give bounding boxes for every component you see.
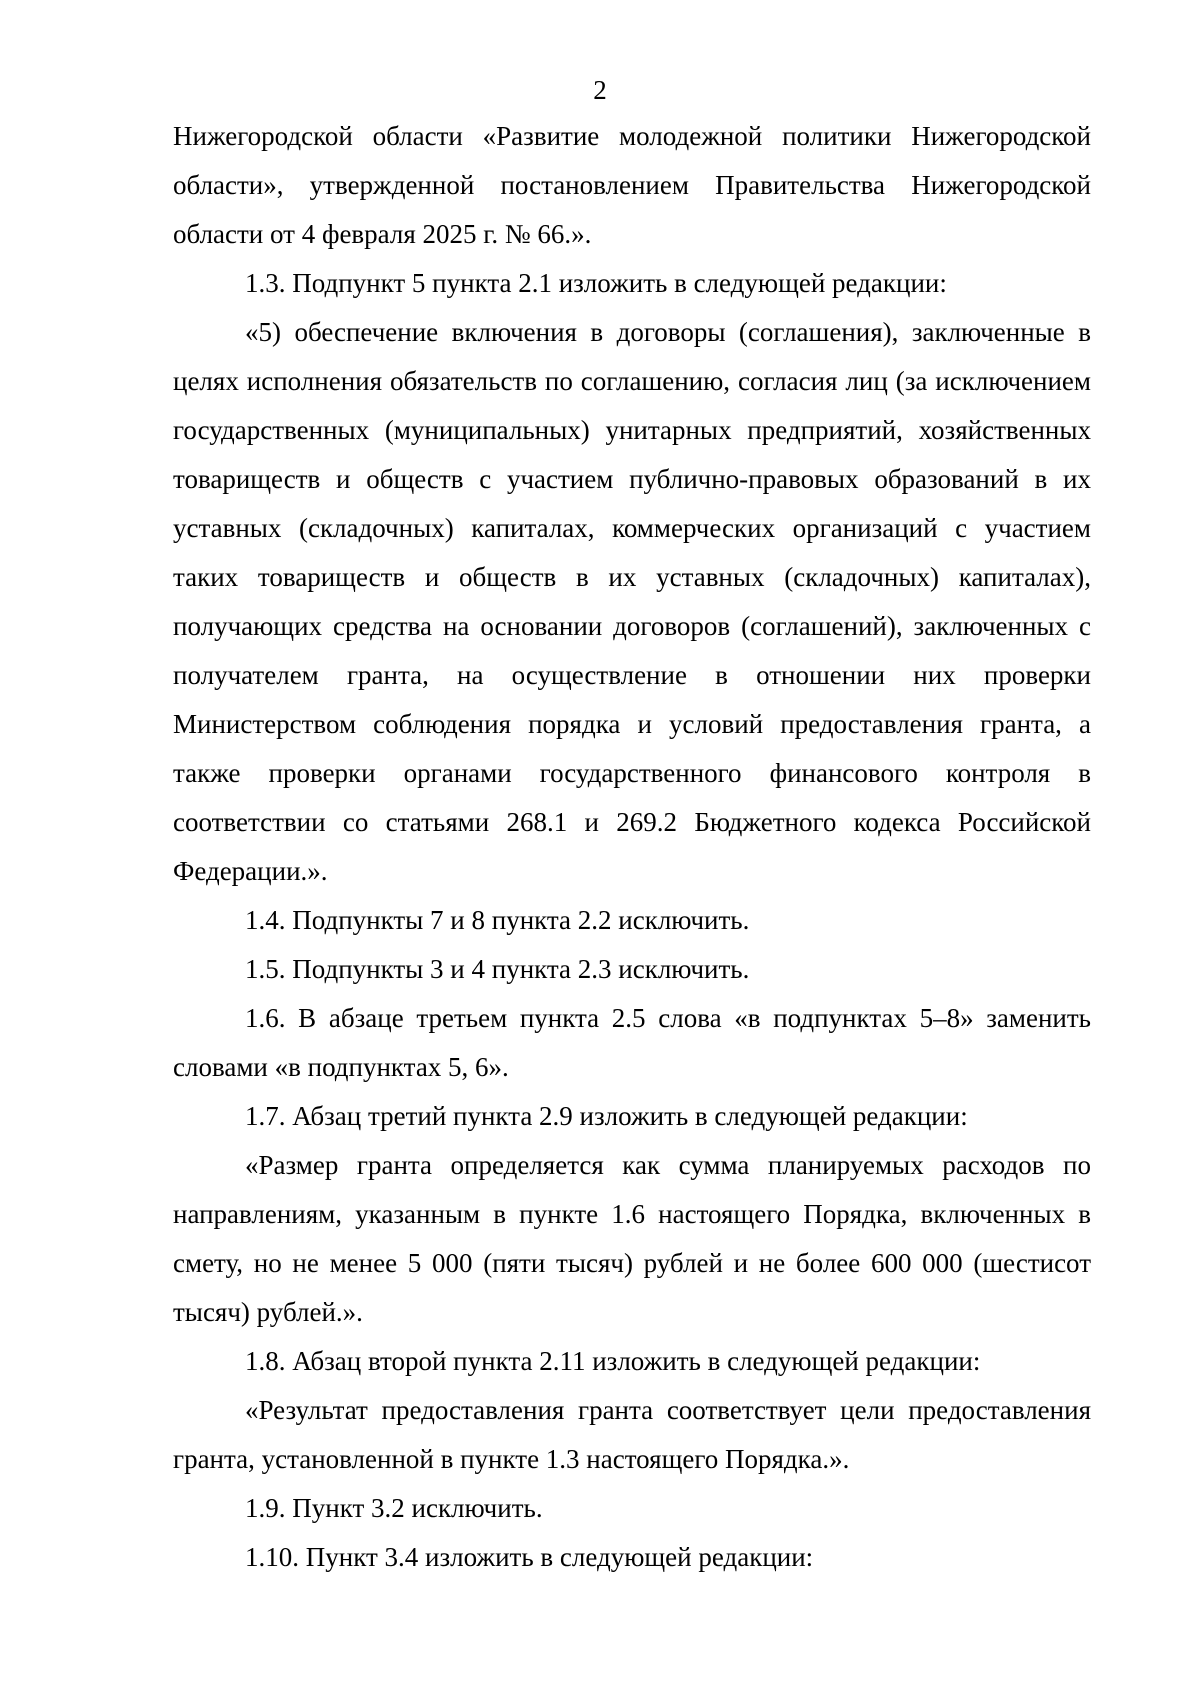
paragraph-1-8: 1.8. Абзац второй пункта 2.11 изложить в следующей редакции: [245,1346,981,1376]
paragraph-subpoint-5-text: «5) обеспечение включения в договоры (соглашения), заключенные в целях исполнения обязательств по соглашению, согласия лиц (за исключением государственных (муниципальных) унитарных предприятий, хозяйственных товариществ и обществ с участием публично-правовых образований в их уставных (складочных) капиталах, коммерческих организаций с участием таких товариществ и обществ в их уставных (складочных) капиталах), получающих средства на основании договоров (соглашений), заключенных с получателем гранта, на осуществление в отношении них проверки Министерством соблюдения порядка и условий предоставления гранта, а также проверки органами государственного финансового контроля в соответствии со статьями 268.1 и 269.2 Бюджетного кодекса Российской Федерации.». [173,317,1091,886]
page-number: 2 [593,75,607,105]
paragraph-1-10: 1.10. Пункт 3.4 изложить в следующей редакции: [245,1542,814,1572]
paragraph-continuation: Нижегородской области «Развитие молодежной политики Нижегородской области», утвержденной постановлением Правительства Нижегородской области от 4 февраля 2025 г. № 66.». [173,121,1091,249]
paragraph-1-4: 1.4. Подпункты 7 и 8 пункта 2.2 исключить. [245,905,750,935]
paragraph-grant-result-text: «Результат предоставления гранта соответствует цели предоставления гранта, установленной в пункте 1.3 настоящего Порядка.». [173,1395,1091,1474]
paragraph-1-6: 1.6. В абзаце третьем пункта 2.5 слова «в подпунктах 5–8» заменить словами «в подпунктах 5, 6». [173,1003,1091,1082]
paragraph-grant-size-text: «Размер гранта определяется как сумма планируемых расходов по направлениям, указанным в пункте 1.6 настоящего Порядка, включенных в смету, но не менее 5 000 (пяти тысяч) рублей и не более 600 000 (шестисот тысяч) рублей.». [173,1150,1091,1327]
paragraph-1-3: 1.3. Подпункт 5 пункта 2.1 изложить в следующей редакции: [245,268,947,298]
paragraph-1-7: 1.7. Абзац третий пункта 2.9 изложить в следующей редакции: [245,1101,968,1131]
document-body [173,112,1091,1582]
paragraph-1-9: 1.9. Пункт 3.2 исключить. [245,1493,543,1523]
paragraph-1-5: 1.5. Подпункты 3 и 4 пункта 2.3 исключить. [245,954,750,984]
